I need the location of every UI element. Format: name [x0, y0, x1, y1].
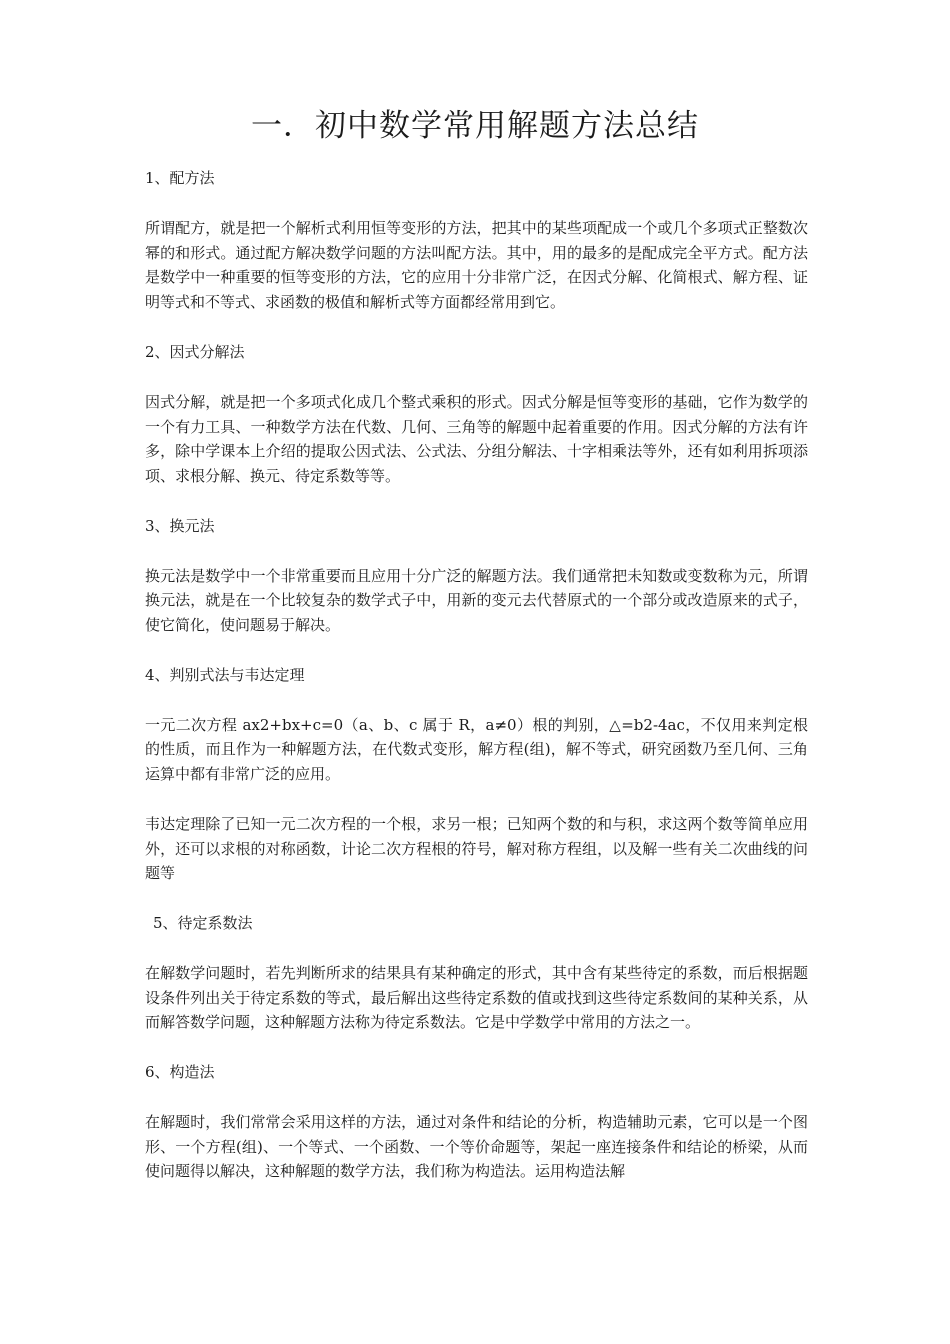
section-paragraph: 韦达定理除了已知一元二次方程的一个根，求另一根；已知两个数的和与积，求这两个数等简单应用外，还可以求根的对称函数，计论二次方程根的符号，解对称方程组，以及解一些有关二次曲线的问题等 — [145, 814, 808, 883]
section-heading: 5、待定系数法 — [153, 913, 253, 932]
section-heading: 4、判别式法与韦达定理 — [145, 665, 305, 684]
section-paragraph: 换元法是数学中一个非常重要而且应用十分广泛的解题方法。我们通常把未知数或变数称为元，所谓换元法，就是在一个比较复杂的数学式子中，用新的变元去代替原式的一个部分或改造原来的式子，使它简化，使问题易于解决。 — [145, 566, 808, 635]
section-paragraph: 在解数学问题时，若先判断所求的结果具有某种确定的形式，其中含有某些待定的系数，而后根据题设条件列出关于待定系数的等式，最后解出这些待定系数的值或找到这些待定系数间的某种关系，从而解答数学问题，这种解题方法称为待定系数法。它是中学数学中常用的方法之一。 — [145, 963, 808, 1032]
section-undetermined-coefficients — [145, 911, 808, 1035]
document-title: 一．初中数学常用解题方法总结 — [251, 108, 699, 144]
section-heading: 2、因式分解法 — [145, 342, 245, 361]
section-paragraph: 一元二次方程 ax2+bx+c=0（a、b、c 属于 R，a≠0）根的判别，△=b2-4ac，不仅用来判定根的性质，而且作为一种解题方法，在代数式变形，解方程(组)，解不等式，研究函数乃至几何、三角运算中都有非常广泛的应用。 — [145, 715, 808, 784]
section-factorization — [145, 340, 808, 489]
section-paragraph: 在解题时，我们常常会采用这样的方法，通过对条件和结论的分析，构造辅助元素，它可以是一个图形、一个方程(组)、一个等式、一个函数、一个等价命题等，架起一座连接条件和结论的桥梁，从而使问题得以解决，这种解题的数学方法，我们称为构造法。运用构造法解 — [145, 1113, 808, 1181]
document-body — [145, 166, 808, 1184]
section-heading: 3、换元法 — [145, 516, 215, 535]
section-completing-square — [145, 166, 808, 315]
section-paragraph: 所谓配方，就是把一个解析式利用恒等变形的方法，把其中的某些项配成一个或几个多项式正整数次幂的和形式。通过配方解决数学问题的方法叫配方法。其中，用的最多的是配成完全平方式。配方法是数学中一种重要的恒等变形的方法，它的应用十分非常广泛，在因式分解、化简根式、解方程、证明等式和不等式、求函数的极值和解析式等方面都经常用到它。 — [145, 219, 808, 312]
section-substitution — [145, 514, 808, 638]
section-heading: 6、构造法 — [145, 1063, 215, 1082]
section-discriminant-vieta — [145, 663, 808, 886]
section-construction — [145, 1060, 808, 1184]
section-heading: 1、配方法 — [145, 169, 215, 187]
section-paragraph: 因式分解，就是把一个多项式化成几个整式乘积的形式。因式分解是恒等变形的基础，它作为数学的一个有力工具、一种数学方法在代数、几何、三角等的解题中起着重要的作用。因式分解的方法有许多，除中学课本上介绍的提取公因式法、公式法、分组分解法、十字相乘法等外，还有如利用拆项添项、求根分解、换元、待定系数等等。 — [145, 392, 808, 485]
